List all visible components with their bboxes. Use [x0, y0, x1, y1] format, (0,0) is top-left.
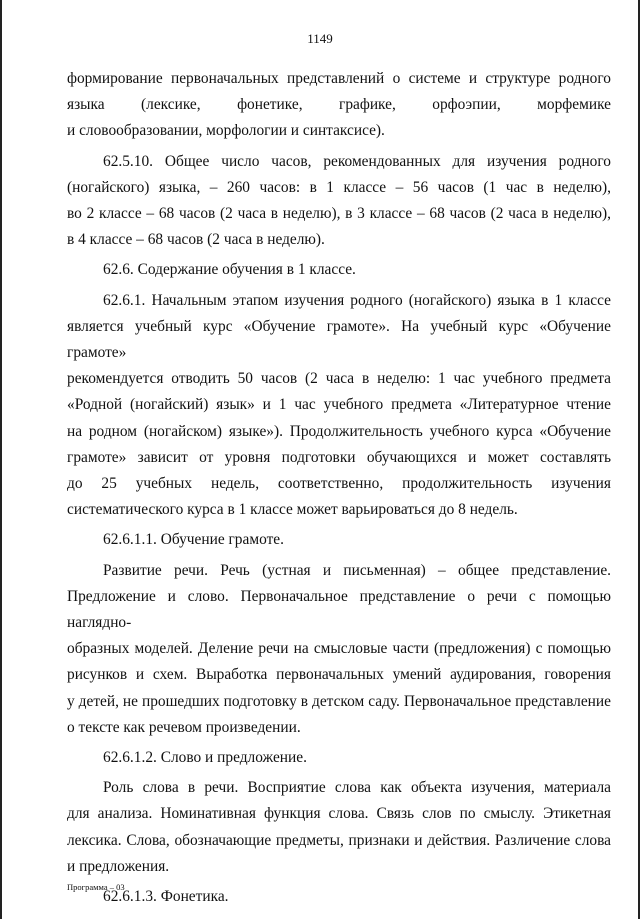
text-line: образных моделей. Деление речи на смысловые части (предложения) с помощью — [67, 640, 611, 658]
text-line: лексика. Слова, обозначающие предметы, признаки и действия. Различение слова — [67, 831, 611, 849]
paragraph — [67, 288, 611, 524]
text-line: Роль слова в речи. Восприятие слова как объекта изучения, материала — [103, 779, 611, 797]
page-footer: Программа – 03 — [67, 882, 125, 892]
text-line: систематического курса в 1 классе может варьироваться до 8 недель. — [67, 501, 518, 519]
text-line: 62.6.1.2. Слово и предложение. — [103, 749, 307, 767]
text-line: до 25 учебных недель, соответственно, продолжительность изучения — [67, 475, 611, 493]
paragraph — [67, 558, 611, 741]
paragraph — [67, 775, 611, 880]
document-body — [67, 66, 611, 910]
text-line: во 2 классе – 68 часов (2 часа в неделю), в 3 классе – 68 часов (2 часа в неделю), — [67, 205, 611, 223]
text-line: на родном (ногайском) языке»). Продолжительность учебного курса «Обучение — [67, 422, 611, 440]
text-line: 62.6.1.1. Обучение грамоте. — [103, 531, 284, 549]
text-line: «Родной (ногайский) язык» и 1 час учебного предмета «Литературное чтение — [67, 396, 611, 414]
text-line: и предложения. — [67, 857, 170, 875]
text-line: языка (лексике, фонетике, графике, орфоэпии, морфемике — [67, 96, 611, 114]
text-line: рисунков и схем. Выработка первоначальных умений аудирования, говорения — [67, 666, 611, 684]
text-line: формирование первоначальных представлений о системе и структуре родного — [67, 70, 611, 87]
section-heading — [67, 527, 611, 553]
paragraph — [67, 149, 611, 254]
section-heading — [67, 884, 611, 910]
text-line: 62.5.10. Общее число часов, рекомендованных для изучения родного — [103, 152, 611, 170]
text-line: у детей, не прошедших подготовку в детском саду. Первоначальное представление — [67, 692, 611, 710]
section-heading — [67, 745, 611, 771]
text-line: является учебный курс «Обучение грамоте». На учебный курс «Обучение грамоте» — [67, 317, 611, 362]
text-line: 62.6.1.3. Фонетика. — [103, 888, 229, 906]
text-line: грамоте» зависит от уровня подготовки обучающихся и может составлять — [67, 448, 611, 466]
text-line: рекомендуется отводить 50 часов (2 часа в неделю: 1 час учебного предмета — [67, 370, 611, 388]
text-line: в 4 классе – 68 часов (2 часа в неделю). — [67, 231, 325, 249]
text-line: о тексте как речевом произведении. — [67, 718, 301, 736]
text-line: 62.6.1. Начальным этапом изучения родного (ногайского) языка в 1 классе — [103, 291, 611, 309]
page-edge-left — [0, 0, 2, 919]
paragraph — [67, 66, 611, 145]
text-line: и словообразовании, морфологии и синтаксисе). — [67, 122, 385, 140]
page-number: 1149 — [307, 31, 333, 46]
text-line: Предложение и слово. Первоначальное представление о речи с помощью наглядно- — [67, 587, 611, 632]
text-line: 62.6. Содержание обучения в 1 классе. — [103, 261, 356, 279]
section-heading — [67, 257, 611, 283]
text-line: Развитие речи. Речь (устная и письменная) – общее представление. — [103, 561, 611, 579]
text-line: (ногайского) языка, – 260 часов: в 1 классе – 56 часов (1 час в неделю), — [67, 178, 611, 196]
text-line: для анализа. Номинативная функция слова. Связь слов по смыслу. Этикетная — [67, 805, 611, 823]
